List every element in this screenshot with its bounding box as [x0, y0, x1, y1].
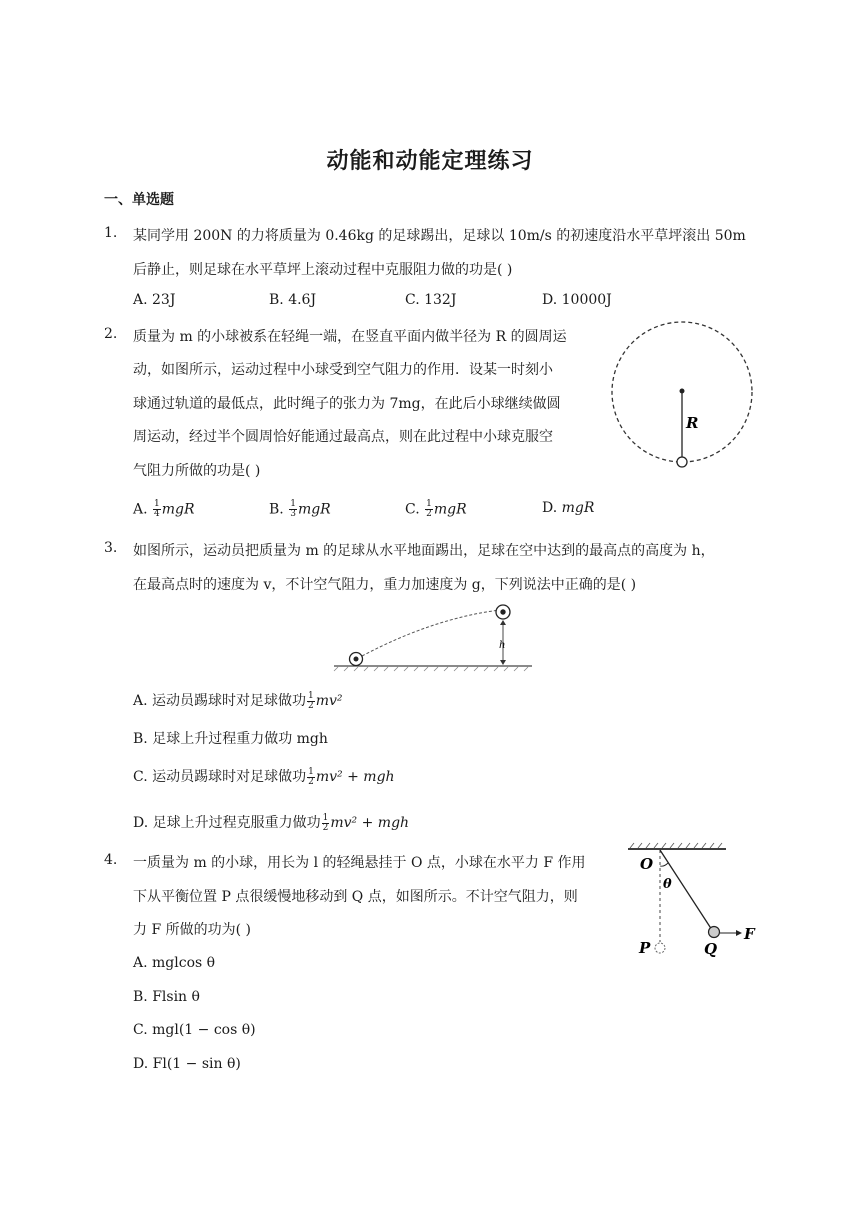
q3-number: 3. [104, 540, 118, 556]
q2-option-c: C. $\frac{1}{2}$ mgR [405, 499, 467, 519]
q2-text-line2: 动，如图所示，运动过程中小球受到空气阻力的作用．设某一时刻小 [133, 362, 553, 378]
q1-option-b: B. 4.6J [269, 292, 317, 308]
q4-label-o: O [640, 855, 654, 873]
q1-text-line2: 后静止，则足球在水平草坪上滚动过程中克服阻力做的功是( ) [133, 262, 513, 278]
q3-option-c: C. 运动员踢球时对足球做功 $\frac{1}{2}$ mv² + mgh [133, 766, 395, 787]
q2-number: 2. [104, 326, 118, 342]
q4-text-line3: 力 F 所做的功为( ) [133, 922, 251, 938]
q2-option-a: A. $\frac{1}{4}$ mgR [133, 499, 195, 519]
q4-label-f: F [744, 925, 755, 943]
q4-label-q: Q [704, 940, 718, 958]
q3-text-line2: 在最高点时的速度为 v，不计空气阻力，重力加速度为 g，下列说法中正确的是( ) [133, 577, 637, 593]
q4-label-theta: θ [663, 877, 672, 892]
q2-text-line5: 气阻力所做的功是( ) [133, 463, 261, 479]
q2-text-line4: 周运动，经过半个圆周恰好能通过最高点，则在此过程中小球克服空 [133, 429, 553, 445]
q4-label-p: P [639, 939, 651, 957]
q4-number: 4. [104, 852, 118, 868]
q1-option-c: C. 132J [405, 292, 457, 308]
q1-option-a: A. 23J [133, 292, 176, 308]
q3-football-figure [334, 598, 534, 674]
q4-option-a: A. mglcos θ [133, 955, 216, 971]
q3-option-d: D. 足球上升过程克服重力做功 $\frac{1}{2}$ mv² + mgh [133, 812, 410, 833]
q4-text-line1: 一质量为 m 的小球，用长为 l 的轻绳悬挂于 O 点，小球在水平力 F 作用 [133, 855, 586, 871]
q2-text-line3: 球通过轨道的最低点，此时绳子的张力为 7mg，在此后小球继续做圆 [133, 396, 561, 412]
q2-circle-figure [600, 312, 760, 472]
q4-option-c: C. mgl(1 − cos θ) [133, 1022, 256, 1038]
q1-number: 1. [104, 225, 118, 241]
q3-option-a: A. 运动员踢球时对足球做功 $\frac{1}{2}$ mv² [133, 690, 343, 711]
q4-pendulum-figure [628, 842, 760, 962]
q3-text-line1: 如图所示，运动员把质量为 m 的足球从水平地面踢出，足球在空中达到的最高点的高度为 h， [133, 543, 715, 559]
q4-option-b: B. Flsin θ [133, 989, 200, 1005]
q3-height-label: h [499, 640, 506, 651]
q4-text-line2: 下从平衡位置 P 点很缓慢地移动到 Q 点，如图所示。不计空气阻力，则 [133, 889, 578, 905]
q2-radius-label: R [686, 414, 699, 432]
q1-option-d: D. 10000J [542, 292, 612, 308]
q2-text-line1: 质量为 m 的小球被系在轻绳一端，在竖直平面内做半径为 R 的圆周运 [133, 329, 567, 345]
q2-option-b: B. $\frac{1}{3}$ mgR [269, 499, 331, 519]
q4-option-d: D. Fl(1 − sin θ) [133, 1056, 241, 1072]
q3-option-b: B. 足球上升过程重力做功 mgh [133, 731, 328, 747]
page-title: 动能和动能定理练习 [326, 149, 534, 174]
section-heading: 一、单选题 [104, 192, 174, 208]
q1-text-line1: 某同学用 200N 的力将质量为 0.46kg 的足球踢出，足球以 10m/s 的初速度沿水平草坪滚出 50m [133, 228, 746, 244]
q2-option-d: D. mgR [542, 500, 595, 516]
